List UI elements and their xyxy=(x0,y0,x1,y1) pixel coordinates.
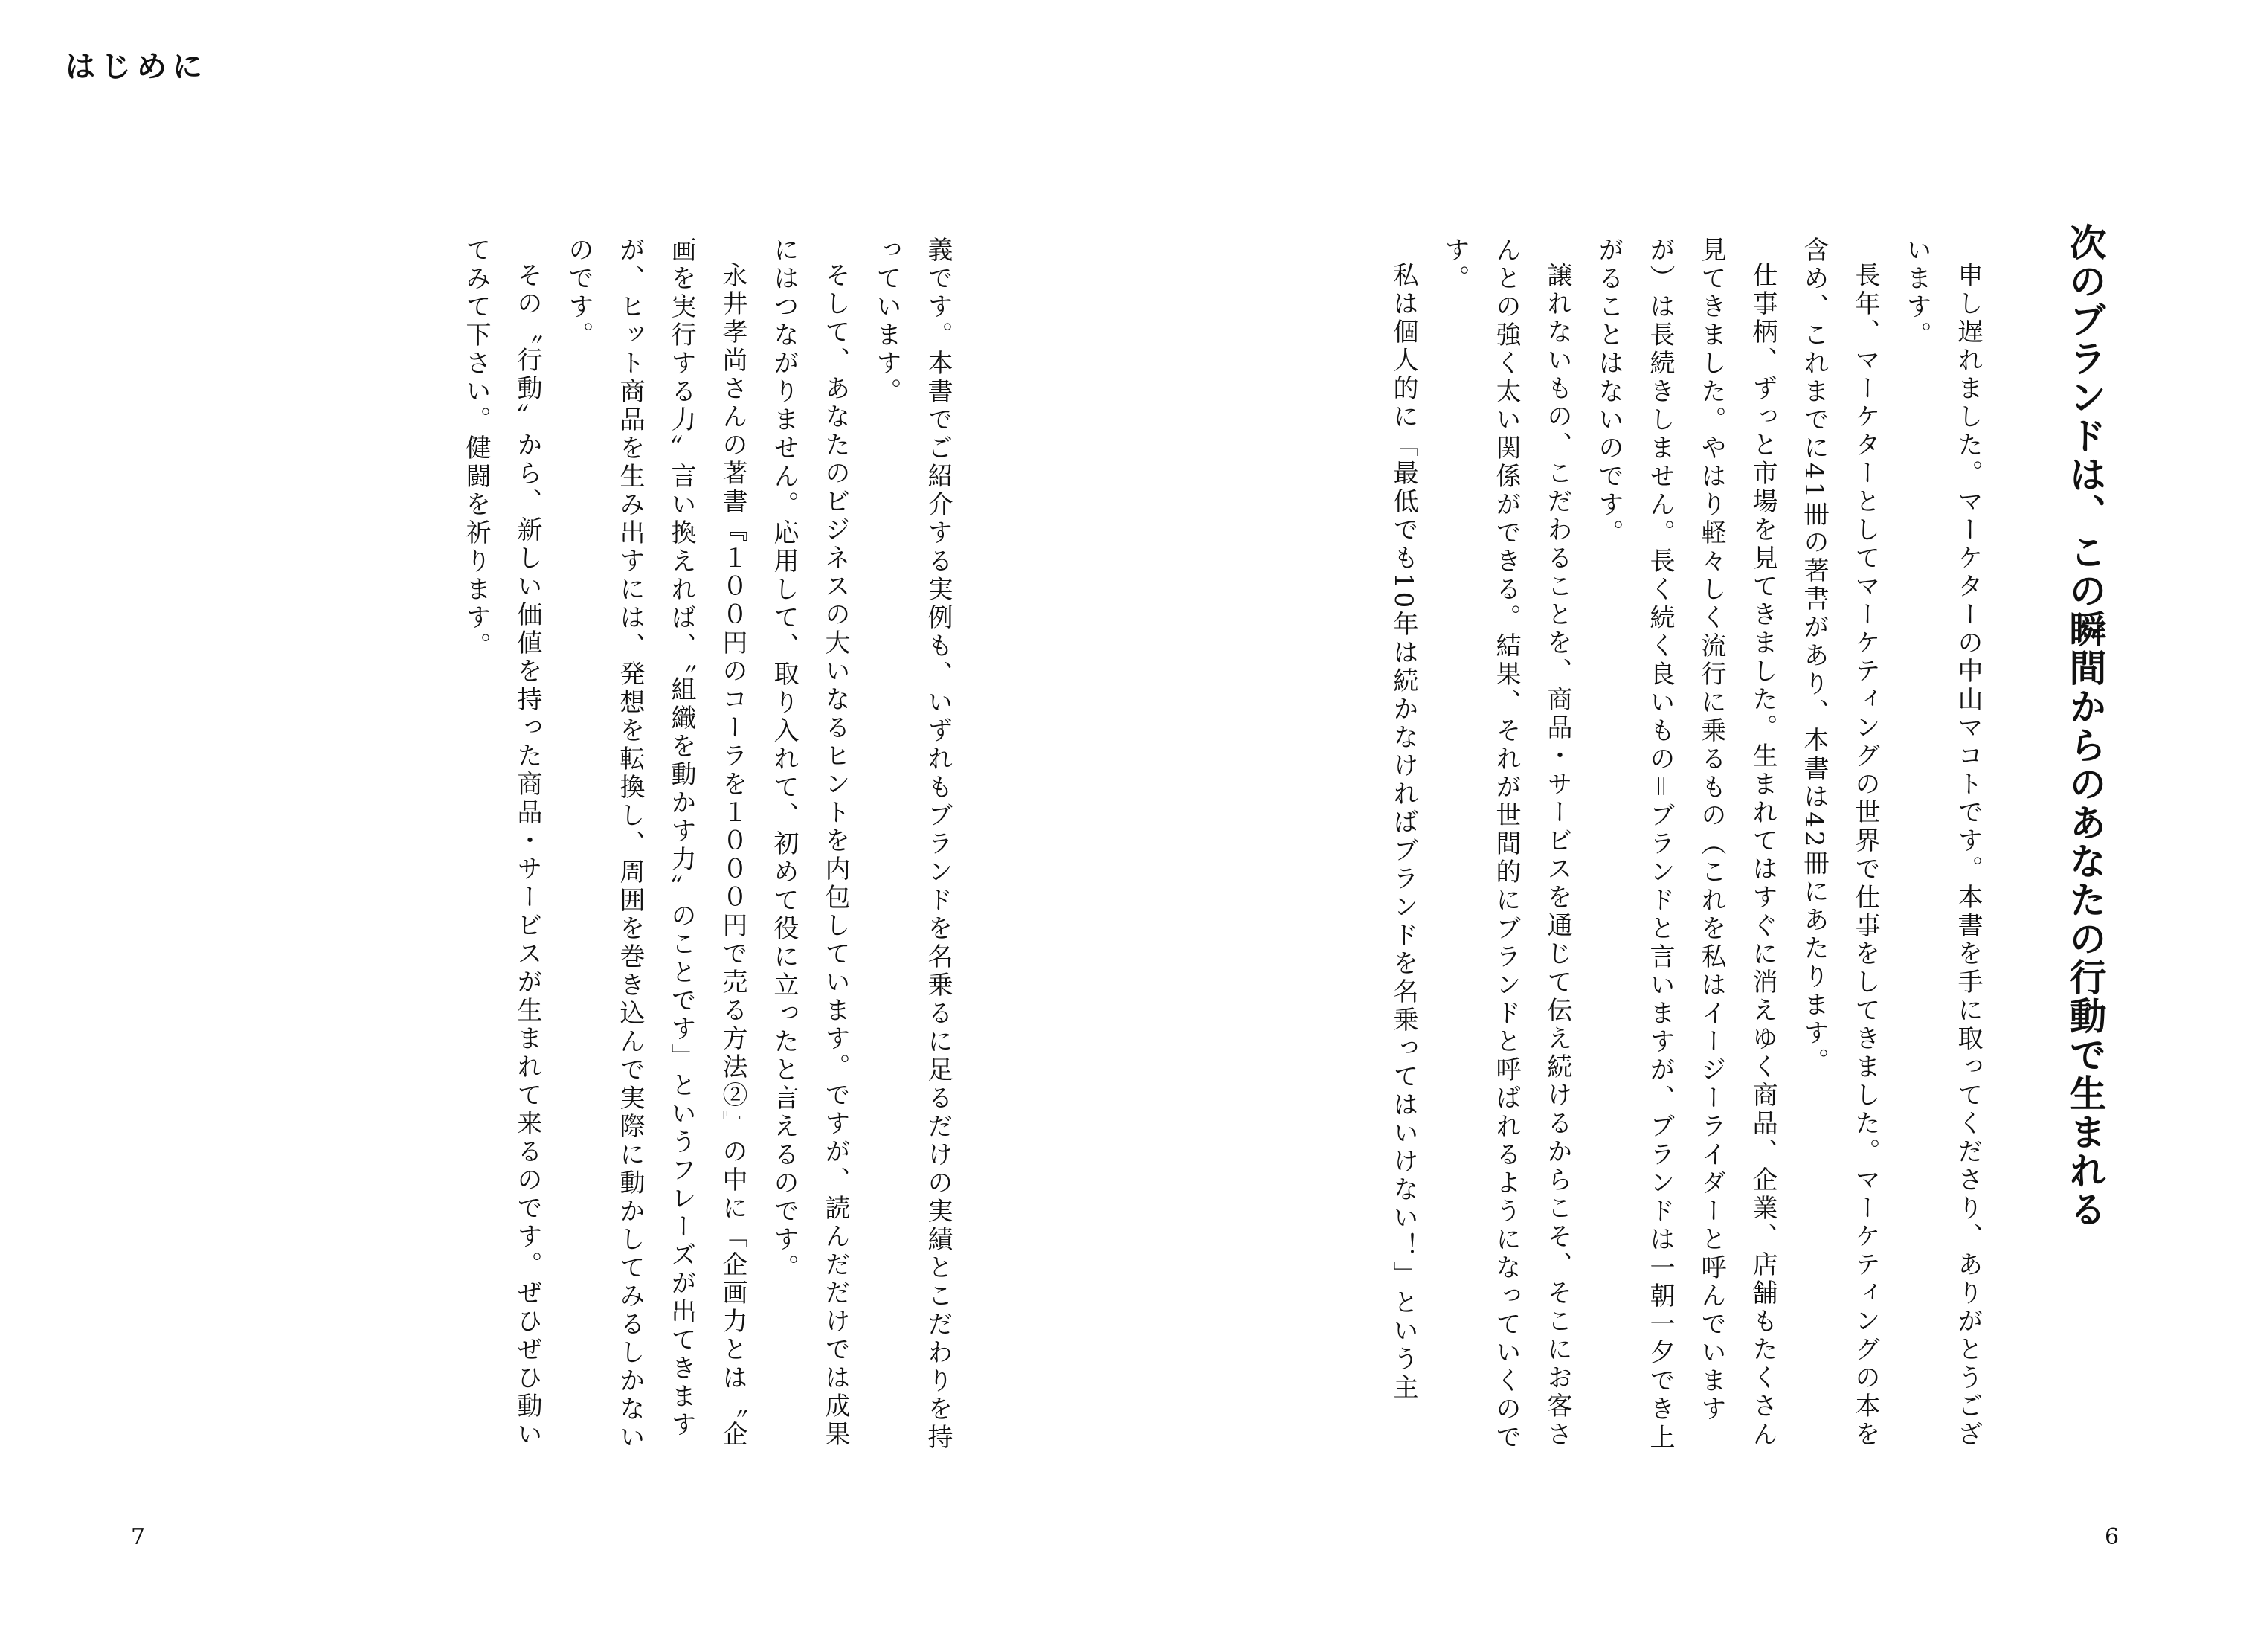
paragraph: 申し遅れました。マーケターの中山マコトです。本書を手に取ってくださり、ありがとうございます。 xyxy=(1902,237,1983,1449)
chapter-heading: 次のブランドは、この瞬間からのあなたの行動で生まれる xyxy=(2063,223,2107,1229)
right-page-text xyxy=(1389,237,1993,1456)
paragraph: 長年、マーケターとしてマーケティングの世界で仕事をしてきました。マーケティングの本を含め、これまでに41冊の著書があり、本書は42冊にあたります。 xyxy=(1799,237,1880,1449)
paragraph: 譲れないもの、こだわることを、商品・サービスを通じて伝え続けるからこそ、そこにお客さんとの強く太い関係ができる。結果、それが世間的にブランドと呼ばれるようになっていくのです。 xyxy=(1440,237,1572,1452)
paragraph: 義です。本書でご紹介する実例も、いずれもブランドを名乗るに足るだけの実績とこだわりを持っています。 xyxy=(872,237,953,1452)
paragraph: そして、あなたのビジネスの大いなるヒントを内包しています。ですが、読んだだけでは成果にはつながりません。応用して、取り入れて、初めて役に立ったと言えるのです。 xyxy=(769,237,850,1449)
page-number-left: 7 xyxy=(131,1524,146,1550)
paragraph: 永井孝尚さんの著書『１００円のコーラを１０００円で売る方法②』の中に「企画力とは〝企画を実行する力〟言い換えれば、〝組織を動かす力〟のことです」というフレーズが出てきますが、ヒット商品を生み出すには、発想を転換し、周囲を巻き込んで実際に動かしてみるしかないのです。 xyxy=(564,237,747,1452)
page-number-right: 6 xyxy=(2105,1524,2120,1550)
paragraph: 私は個人的に「最低でも10年は続かなければブランドを名乗ってはいけない！」という主 xyxy=(1389,262,1418,1403)
section-label: はじめに xyxy=(65,50,208,84)
paragraph: その〝行動〟から、新しい価値を持った商品・サービスが生まれて来るのです。ぜひぜひ動いてみて下さい。健闘を祈ります。 xyxy=(461,237,542,1449)
paragraph: 仕事柄、ずっと市場を見てきました。生まれてはすぐに消えゆく商品、企業、店舗もたくさん見てきました。やはり軽々しく流行に乗るもの（これを私はイージーライダーと呼んでいますが）は長続きしません。長く続く良いもの＝ブランドと言いますが、ブランドは一朝一夕でき上がることはないのです。 xyxy=(1594,237,1777,1452)
left-page-text xyxy=(443,237,963,1456)
